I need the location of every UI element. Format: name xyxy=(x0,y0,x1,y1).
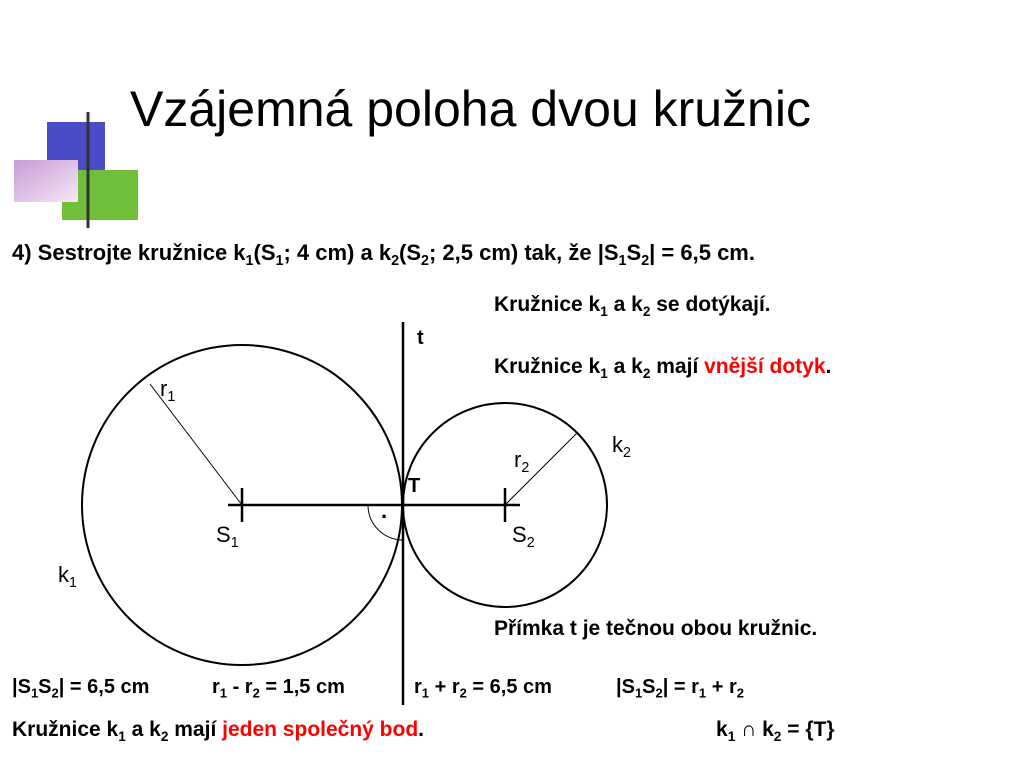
note-touching: Kružnice $k_1$ a $k_2$ se dotýkají. xyxy=(494,293,771,319)
task-statement: 4) Sestrojte kružnice $k_1(S_1$; 4 cm) a $k_2(S_2$; 2,5 cm) tak, že $|S_1S_2| = 6,5$ cm. xyxy=(12,240,755,269)
formula-condition: $|S_1S_2| = r_1 + r_2$ xyxy=(616,676,744,701)
label-T: T xyxy=(408,475,421,497)
label-r2: $r_2$ xyxy=(514,447,530,476)
conclusion-text: Kružnice $k_1$ a $k_2$ mají jeden společný bod. xyxy=(12,718,425,744)
label-t: t xyxy=(417,327,424,349)
label-k2: $k_2$ xyxy=(612,432,631,461)
intersection-set: $k_1$ ∩ $k_2 = \{T\}$ xyxy=(716,718,835,744)
label-r1: $r_1$ xyxy=(160,376,176,405)
formula-difference: $r_1 - r_2 = 1,5$ cm xyxy=(212,676,345,701)
label-S2: $S_2$ xyxy=(512,522,535,551)
note-tangent: Přímka t je tečnou obou kružnic. xyxy=(494,617,818,640)
formula-distance: $|S_1S_2| = 6,5$ cm xyxy=(12,676,150,701)
radius-r1 xyxy=(150,384,242,505)
page-title: Vzájemná poloha dvou kružnic xyxy=(130,81,811,137)
right-angle-dot: . xyxy=(381,498,388,523)
note-external-touch: Kružnice $k_1$ a $k_2$ mají vnější dotyk. xyxy=(494,355,832,381)
label-k1: $k_1$ xyxy=(58,562,77,591)
label-S1: $S_1$ xyxy=(216,522,239,551)
formula-sum: $r_1 + r_2 = 6,5$ cm xyxy=(414,676,552,701)
